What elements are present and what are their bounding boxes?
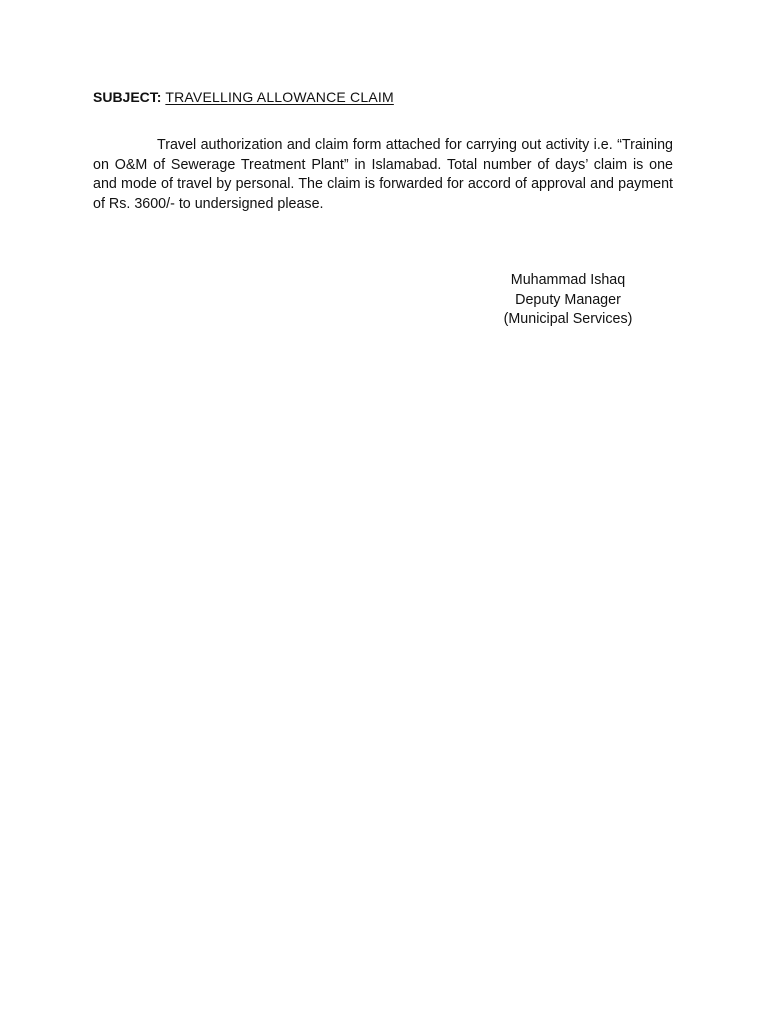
subject-title: TRAVELLING ALLOWANCE CLAIM xyxy=(165,89,394,105)
body-paragraph: Travel authorization and claim form attached for carrying out activity i.e. “Training on O&M of Sewerage Treatment Plant” in Islamabad. Total number of days’ claim is one and mode of travel by personal. The claim is forwarded for accord of approval and payment of Rs. 3600/- to undersigned please. xyxy=(93,137,673,212)
signatory-designation: Deputy Manager xyxy=(515,291,621,308)
signatory-name: Muhammad Ishaq xyxy=(510,272,626,288)
signatory-department: (Municipal Services) xyxy=(503,311,633,328)
subject-label: SUBJECT: xyxy=(93,89,162,105)
subject-line xyxy=(93,88,394,106)
signature-block xyxy=(480,271,656,330)
